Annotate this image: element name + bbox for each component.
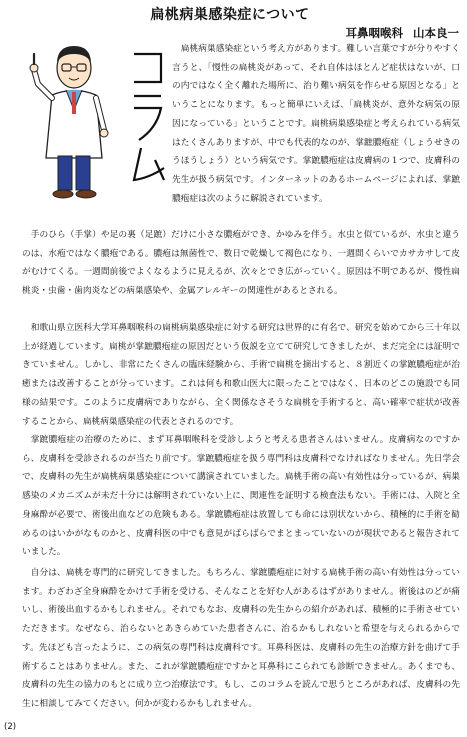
author-department: 耳鼻咽喉科 [345, 26, 403, 40]
paragraph-symptoms: 手のひら（手掌）や足の裏（足蹠）だけに小さな膿疱ができ、かゆみを伴う。水虫と似ているが、水虫と違うのは、水疱ではなく膿疱である。膿疱は無菌性で、数日で乾燥して褐色になり、一週間くらいでカサカサして皮がむけてくる。一週間前後でよくなるように見えるが、次々とでき広がっていく。原因は不明であるが、慢性扁桃炎・虫歯・歯肉炎などの病巣感染や、金属アレルギーの関連性があるとされる。 [22, 230, 460, 297]
paragraph-dermatology: 掌蹠膿疱症の治療のために、まず耳鼻咽喉科を受診しようと考える患者さんはいません。皮膚病なのですから、皮膚科を受診されるのが当たり前です。掌蹠膿疱症を扱う専門科は皮膚科でなければなりません。先日学会で、皮膚科の先生が扁桃病巣感染症について講演されていました。扁桃手術の高い有効性は分っているが、病巣感染のメカニズムが未だ十分には解明されていない上に、関連性を証明する検査法もない。手術には、入院と全身麻酔が必要で、術後出血などの危険もある。掌蹠膿疱症は放置しても命には別状ないから、積極的に手術を勧めるのはいかがなものかと、皮膚科医の中でも意見がばらばらでまとまっていないのが現状であると報告されていました。 [22, 435, 460, 558]
paragraph-intro: 扁桃病巣感染症という考え方があります。難しい言葉ですが分りやすく言うと、「慢性の扁桃炎があって、それ自体はほとんど症状はないが、口の内ではなく全く離れた場所に、治り難い病気を作らせる原因となる」ということになります。もっと簡単にいえば、「扁桃炎が、意外な病気の原因になっている」ということです。扁桃病巣感染症と考えられている病気はたくさんありますが、中でも代表的なのが、掌蹠膿疱症（しょうせきのうほうしょう）という病気です。掌蹠膿疱症は皮膚病の１つで、皮膚科の先生が扱う病気です。インターネットのあるホームページによれば、掌蹠膿疱症は次のように解説されています。 [172, 44, 460, 204]
paragraph-research: 和歌山県立医科大学耳鼻咽喉科の扁桃病巣感染症に対する研究は世界的に有名で、研究を始めてから三十年以上が経過しています。扁桃が掌蹠膿疱症の原因だという仮説を立てて研究してきましたが、まだ完全には証明できていません。しかし、非常にたくさんの臨床経験から、手術で扁桃を摘出すると、８割近くの掌蹠膿疱症が治癒または改善することが分っています。これは何も和歌山医大に限ったことではなく、日本のどこの施設でも同様の結果です。このように皮膚病でありながら、全く関係なさそうな扁桃を手術すると、高い確率で症状が改善することから、扁桃病巣感染症の代表とされるのです。 [22, 323, 460, 427]
page-title: 扁桃病巣感染症について [150, 7, 310, 23]
author-name: 山本良一 [413, 26, 459, 40]
paragraph-conclusion: 自分は、扁桃を専門的に研究してきました。もちろん、掌蹠膿疱症に対する扁桃手術の高い有効性は分っています。わざわざ全身麻酔をかけて手術を受ける、そんなことを好む人があるはずがありません。術後はのどが痛いし、術後出血するかもしれません。それでもなお、皮膚科の先生からの紹介があれば、積極的に手術させていただきます。なぜなら、治らないとあきらめていた患者さんに、治るかもしれないと希望を与えられるからです。先ほども言ったように、この病気の専門科は皮膚科です。耳鼻科医は、皮膚科の先生の治療方針を曲げて手術することはありません。また、これが掌蹠膿疱症ですかと耳鼻科にこられても診断できません。あくまでも、皮膚科の先生の協力のもとに成り立つ治療法です。もし、このコラムを読んで思うところがあれば、皮膚科の先生に相談してみてください。何かが変わるかもしれません。 [22, 568, 460, 709]
page-number: (2) [4, 722, 17, 732]
